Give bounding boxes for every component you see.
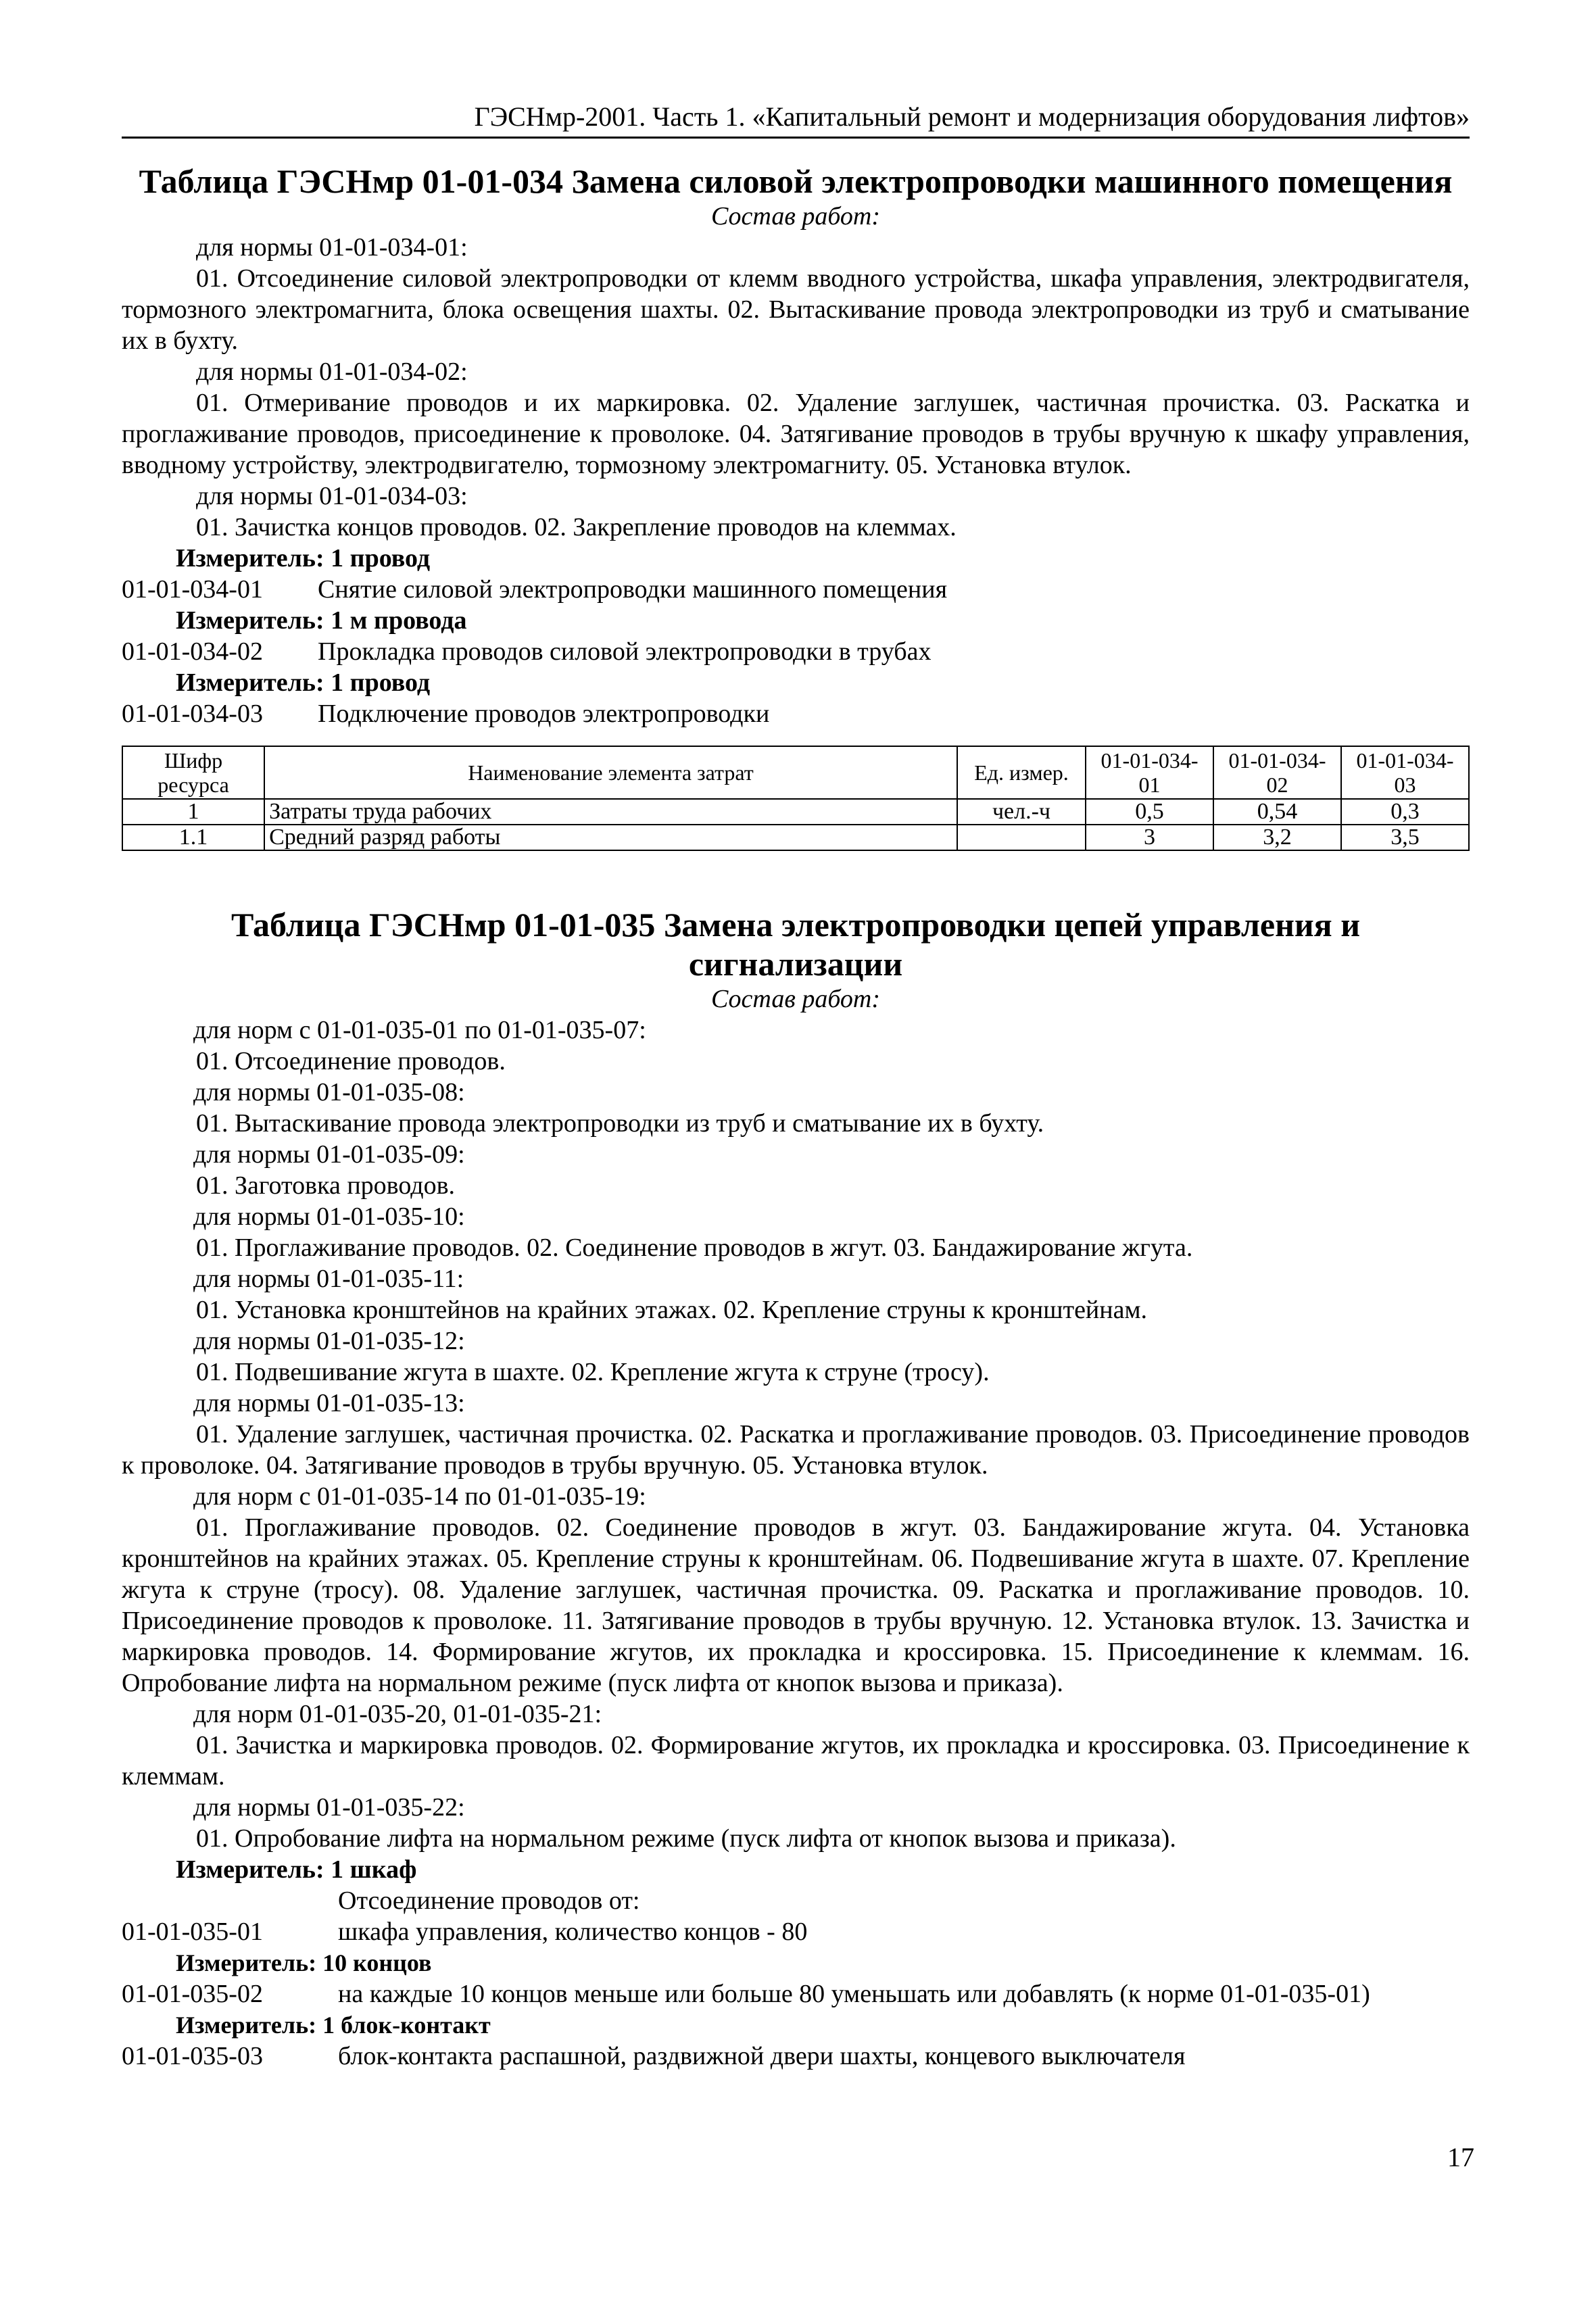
work-text: 01. Вытаскивание провода электропроводки из труб и сматывание их в бухту. [196, 1109, 1044, 1138]
measure-label: Измеритель: 10 концов [176, 1949, 432, 1976]
norm-label: для норм 01-01-035-20, 01-01-035-21: [193, 1700, 602, 1728]
cell-value: 0,5 [1086, 799, 1213, 825]
norm-description: шкафа управления, количество концов - 80 [338, 1918, 808, 1946]
work-composition-label: Состав работ: [710, 202, 881, 230]
col-name: Наименование элемента затрат [264, 746, 957, 799]
norm-row [122, 1916, 1470, 1947]
work-text: 01. Отсоединение проводов. [196, 1047, 506, 1075]
col-norm-a: 01-01-034-01 [1086, 746, 1213, 799]
norm-description: Снятие силовой электропроводки машинного помещения [318, 575, 948, 604]
work-composition-label: Состав работ: [710, 985, 881, 1013]
norm-description: Подключение проводов электропроводки [318, 700, 770, 728]
measure-label: Измеритель: 1 м провода [176, 606, 467, 635]
work-text: 01. Отсоединение силовой электропроводки от клемм вводного устройства, шкафа управления, электродвигателя, тормозного электромагнита, блока освещения шахты. 02. Вытаскивание провода электропроводки из труб и сматывание их в бухту. [122, 264, 1470, 355]
cell-value: 3,2 [1213, 825, 1341, 850]
col-norm-b: 01-01-034-02 [1213, 746, 1341, 799]
table-header-row [122, 746, 1469, 799]
norm-label: для нормы 01-01-035-08: [193, 1078, 465, 1106]
cell-value: 3,5 [1341, 825, 1469, 850]
table-035-title: Таблица ГЭСНмр 01-01-035 Замена электропроводки цепей управления и сигнализации [231, 906, 1361, 983]
norm-code: 01-01-034-02 [122, 637, 263, 666]
norm-label: для нормы 01-01-035-12: [193, 1327, 465, 1355]
cell-unit [957, 825, 1086, 850]
norm-label: для норм с 01-01-035-01 по 01-01-035-07: [193, 1016, 646, 1044]
page-number: 17 [1447, 2142, 1474, 2172]
norm-code: 01-01-034-01 [122, 575, 263, 604]
norm-label: для нормы 01-01-035-13: [193, 1389, 465, 1417]
work-text: 01. Проглаживание проводов. 02. Соединение проводов в жгут. 03. Бандажирование жгута. [196, 1234, 1193, 1262]
measure-label: Измеритель: 1 провод [176, 668, 431, 697]
work-text: 01. Установка кронштейнов на крайних этажах. 02. Крепление струны к кронштейнам. [196, 1296, 1148, 1324]
cell-value: 0,54 [1213, 799, 1341, 825]
col-norm-c: 01-01-034-03 [1341, 746, 1469, 799]
resource-table [122, 746, 1470, 851]
table-row [122, 825, 1469, 850]
cell-value: 0,3 [1341, 799, 1469, 825]
norm-label: для норм с 01-01-035-14 по 01-01-035-19: [193, 1482, 646, 1511]
norm-row [122, 1978, 1470, 2009]
cell-unit: чел.-ч [957, 799, 1086, 825]
cell-name: Средний разряд работы [264, 825, 957, 850]
norm-row [122, 2041, 1470, 2072]
norm-label: для нормы 01-01-035-11: [193, 1265, 464, 1293]
cell-code: 1.1 [122, 825, 264, 850]
norm-label: для нормы 01-01-034-03: [196, 482, 468, 510]
norm-description: на каждые 10 концов меньше или больше 80 уменьшать или добавлять (к норме 01-01-035-01) [338, 1980, 1370, 2008]
work-text: 01. Зачистка и маркировка проводов. 02. Формирование жгутов, их прокладка и кроссировка. 03. Присоединение к клеммам. [122, 1731, 1470, 1790]
col-code: Шифр ресурса [122, 746, 264, 799]
norm-code: 01-01-035-03 [122, 2042, 263, 2070]
norm-row [122, 698, 1470, 729]
work-text: 01. Подвешивание жгута в шахте. 02. Крепление жгута к струне (тросу). [196, 1358, 990, 1386]
norm-description: блок-контакта распашной, раздвижной двери шахты, концевого выключателя [338, 2042, 1186, 2070]
norm-description: Прокладка проводов силовой электропроводки в трубах [318, 637, 932, 666]
norm-label: для нормы 01-01-035-22: [193, 1793, 465, 1822]
work-text: 01. Отмеривание проводов и их маркировка. 02. Удаление заглушек, частичная прочистка. 03. Раскатка и проглаживание проводов, присоединение к проволоке. 04. Затягивание проводов в трубы вручную к шкафу управления, вводному устройству, электродвигателю, тормозному электромагниту. 05. Установка втулок. [122, 389, 1470, 479]
norm-label: для нормы 01-01-035-09: [193, 1140, 465, 1169]
norm-code: 01-01-034-03 [122, 700, 263, 728]
running-header: ГЭСНмр-2001. Часть 1. «Капитальный ремонт и модернизация оборудования лифтов» [122, 101, 1470, 139]
measure-label: Измеритель: 1 блок-контакт [176, 2012, 491, 2039]
work-text: 01. Заготовка проводов. [196, 1171, 456, 1200]
work-text: 01. Проглаживание проводов. 02. Соединение проводов в жгут. 03. Бандажирование жгута. 04. Установка кронштейнов на крайних этажах. 05. Крепление струны к кронштейнам. 06. Подвешивание жгута в шахте. 07. Крепление жгута к струне (тросу). 08. Удаление заглушек, частичная прочистка. 09. Раскатка и проглаживание проводов. 10. Присоединение проводов к проволоке. 11. Затягивание проводов в трубы вручную. 12. Установка втулок. 13. Зачистка и маркировка проводов. 14. Формирование жгутов, их прокладка и кроссировка. 15. Присоединение к клеммам. 16. Опробование лифта на нормальном режиме (пуск лифта от кнопок вызова и приказа). [122, 1513, 1470, 1697]
group-caption: Отсоединение проводов от: [338, 1886, 640, 1915]
norm-code: 01-01-035-01 [122, 1918, 263, 1946]
work-text: 01. Опробование лифта на нормальном режиме (пуск лифта от кнопок вызова и приказа). [196, 1824, 1176, 1853]
norm-code: 01-01-035-02 [122, 1980, 263, 2008]
cell-code: 1 [122, 799, 264, 825]
table-034-title: Таблица ГЭСНмр 01-01-034 Замена силовой электропроводки машинного помещения [139, 162, 1453, 200]
work-text: 01. Удаление заглушек, частичная прочистка. 02. Раскатка и проглаживание проводов. 03. Присоединение проводов к проволоке. 04. Затягивание проводов в трубы вручную. 05. Установка втулок. [122, 1420, 1470, 1480]
norm-row [122, 574, 1470, 605]
cell-name: Затраты труда рабочих [264, 799, 957, 825]
work-text: 01. Зачистка концов проводов. 02. Закрепление проводов на клеммах. [196, 513, 957, 541]
measure-label: Измеритель: 1 провод [176, 544, 431, 572]
cell-value: 3 [1086, 825, 1213, 850]
norm-label: для нормы 01-01-034-02: [196, 358, 468, 386]
col-unit: Ед. измер. [957, 746, 1086, 799]
norm-label: для нормы 01-01-034-01: [196, 233, 468, 262]
table-row [122, 799, 1469, 825]
norm-label: для нормы 01-01-035-10: [193, 1202, 465, 1231]
measure-label: Измеритель: 1 шкаф [176, 1855, 417, 1884]
document-page [122, 101, 1470, 2072]
norm-row [122, 636, 1470, 667]
